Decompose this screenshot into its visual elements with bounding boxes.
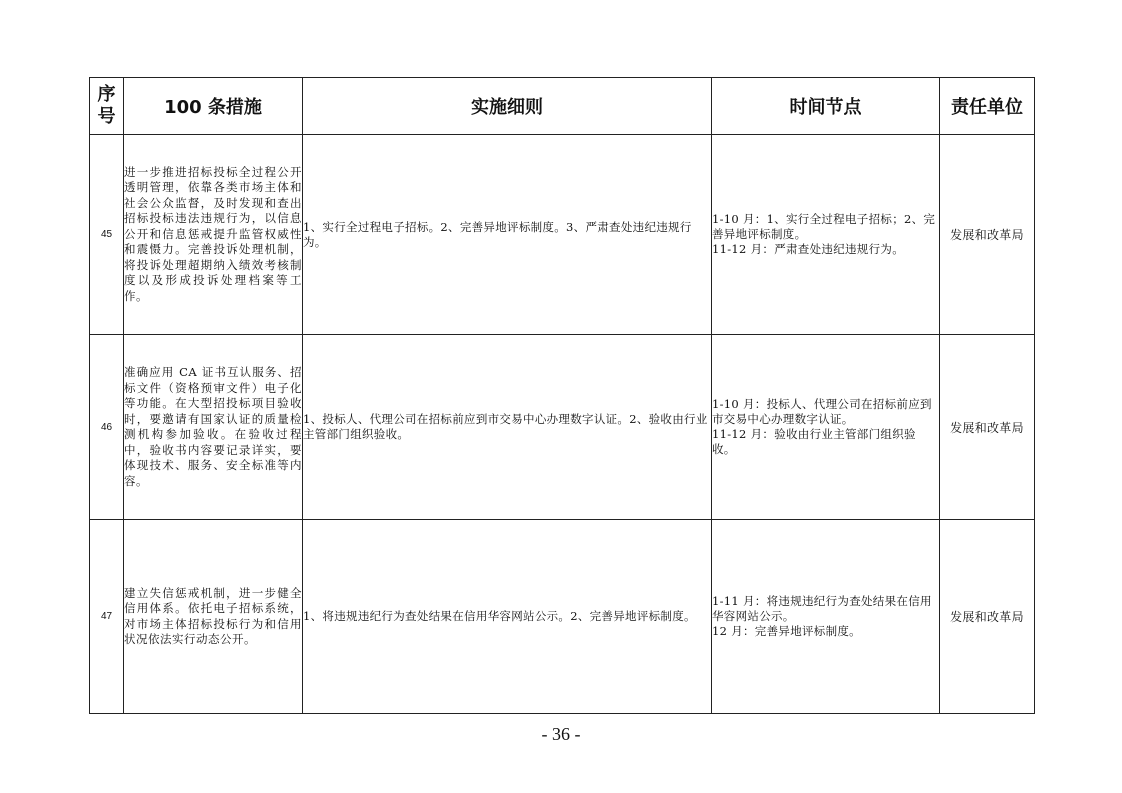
row-timeline-text: 1-10 月：投标人、代理公司在招标前应到市交易中心办理数字认证。 11-12 月：验收由行业主管部门组织验收。 — [712, 397, 932, 456]
row-unit: 发展和改革局 — [940, 135, 1035, 335]
row-timeline-text: 1-11 月：将违规违纪行为查处结果在信用华容网站公示。 12 月：完善异地评标制度。 — [712, 594, 932, 638]
header-unit: 责任单位 — [940, 78, 1035, 135]
row-detail: 1、投标人、代理公司在招标前应到市交易中心办理数字认证。2、验收由行业主管部门组织验收。 — [303, 335, 712, 520]
row-timeline — [712, 520, 940, 714]
row-measure: 进一步推进招标投标全过程公开透明管理，依靠各类市场主体和社会公众监督，及时发现和查出招标投标违法违规行为，以信息公开和信息惩戒提升监管权威性和震慑力。完善投诉处理机制，将投诉处理超期纳入绩效考核制度以及形成投诉处理档案等工作。 — [124, 135, 303, 335]
row-unit: 发展和改革局 — [940, 520, 1035, 714]
header-detail: 实施细则 — [303, 78, 712, 135]
row-timeline — [712, 335, 940, 520]
row-unit: 发展和改革局 — [940, 335, 1035, 520]
row-timeline — [712, 135, 940, 335]
row-timeline-text: 1-10 月：1、实行全过程电子招标；2、完善异地评标制度。 11-12 月：严肃查处违纪违规行为。 — [712, 212, 936, 256]
header-seq-line2: 号 — [97, 106, 116, 127]
row-detail: 1、实行全过程电子招标。2、完善异地评标制度。3、严肃查处违纪违规行为。 — [303, 135, 712, 335]
table-row — [90, 135, 1035, 335]
row-number: 47 — [90, 520, 124, 714]
row-detail: 1、将违规违纪行为查处结果在信用华容网站公示。2、完善异地评标制度。 — [303, 520, 712, 714]
header-timeline: 时间节点 — [712, 78, 940, 135]
header-seq-line1: 序 — [97, 84, 116, 105]
measures-table — [89, 77, 1035, 714]
header-measure: 100 条措施 — [124, 78, 303, 135]
row-measure: 建立失信惩戒机制，进一步健全信用体系。依托电子招标系统，对市场主体招标投标行为和信用状况依法实行动态公开。 — [124, 520, 303, 714]
row-number: 46 — [90, 335, 124, 520]
table-row — [90, 520, 1035, 714]
row-measure: 准确应用 CA 证书互认服务、招标文件（资格预审文件）电子化等功能。在大型招投标项目验收时，要邀请有国家认证的质量检测机构参加验收。在验收过程中，验收书内容要记录详实，要体现技术、服务、安全标准等内容。 — [124, 335, 303, 520]
row-number: 45 — [90, 135, 124, 335]
page-number: - 36 - — [541, 724, 581, 744]
table-row — [90, 335, 1035, 520]
header-seq — [90, 78, 124, 135]
table-header-row — [90, 78, 1035, 135]
